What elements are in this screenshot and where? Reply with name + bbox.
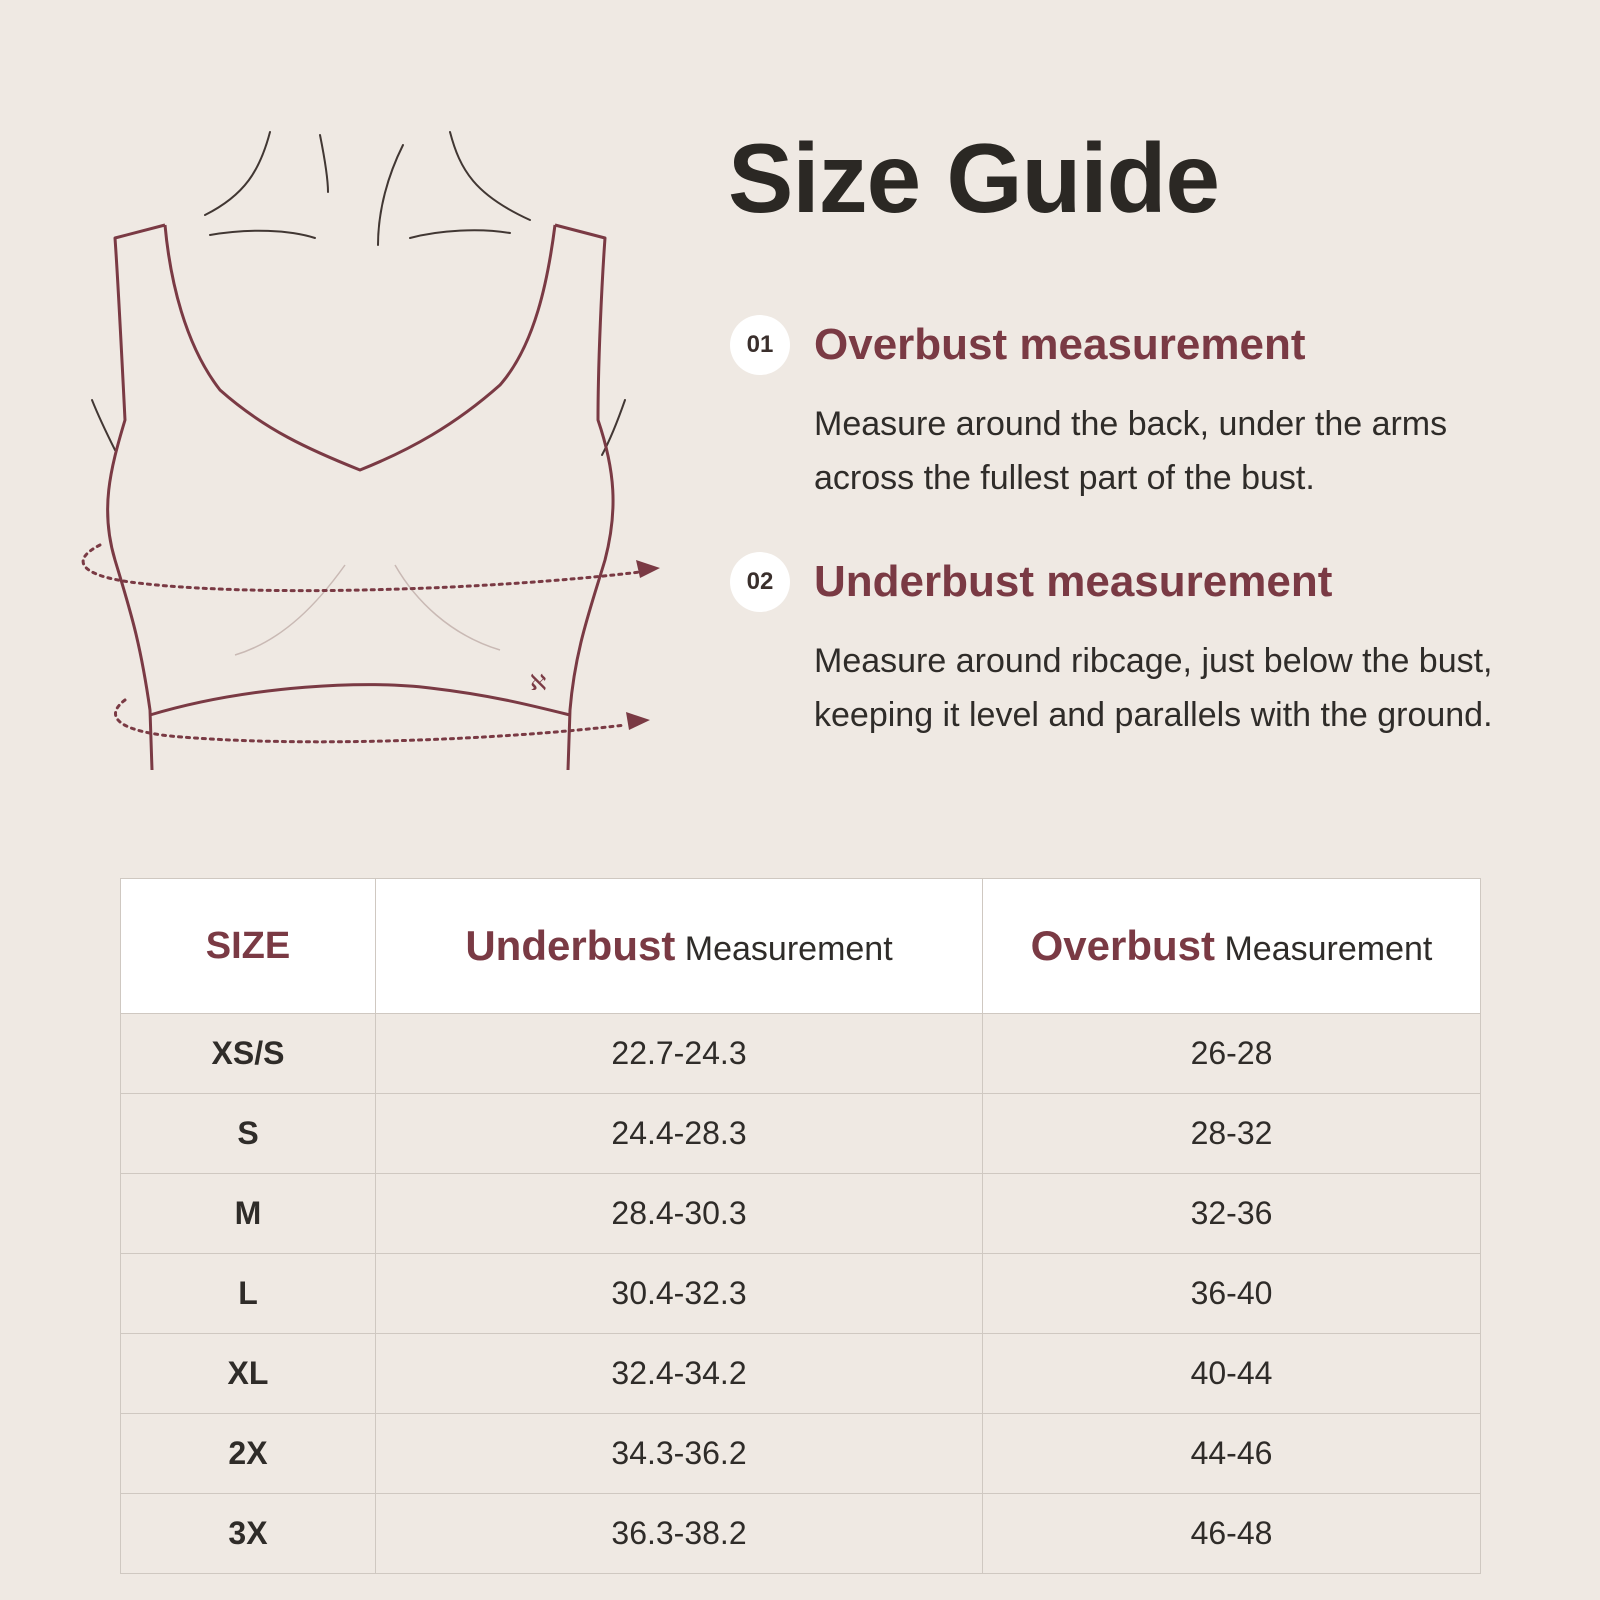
column-header-size: SIZE [121,879,376,1014]
size-cell: S [121,1094,376,1174]
step-number-badge: 02 [730,552,790,612]
step-title: Overbust measurement [814,320,1306,369]
underbust-cell: 30.4-32.3 [376,1254,983,1334]
table-row [121,1334,1481,1414]
arrow-head-icon [636,560,660,578]
overbust-cell: 36-40 [983,1254,1481,1334]
size-cell: XL [121,1334,376,1414]
bra-measurement-illustration [70,120,690,820]
table-header-row [121,879,1481,1014]
table-row [121,1174,1481,1254]
overbust-cell: 40-44 [983,1334,1481,1414]
size-cell: 3X [121,1494,376,1574]
overbust-cell: 28-32 [983,1094,1481,1174]
page-title: Size Guide [728,123,1220,233]
step-number-badge: 01 [730,315,790,375]
logo-mark-icon: ℵ [530,670,547,695]
underbust-cell: 36.3-38.2 [376,1494,983,1574]
column-header-underbust-rest: Measurement [684,930,893,968]
arrow-head-icon [626,712,650,730]
overbust-cell: 44-46 [983,1414,1481,1494]
column-header-overbust-rest: Measurement [1224,930,1433,968]
column-header-underbust [376,879,983,1014]
overbust-cell: 46-48 [983,1494,1481,1574]
table-row [121,1014,1481,1094]
size-cell: L [121,1254,376,1334]
underbust-cell: 24.4-28.3 [376,1094,983,1174]
column-header-underbust-bold: Underbust [465,922,676,969]
underbust-cell: 28.4-30.3 [376,1174,983,1254]
underbust-cell: 34.3-36.2 [376,1414,983,1494]
step-title: Underbust measurement [814,557,1333,606]
step-description: Measure around the back, under the arms across the fullest part of the bust. [814,405,1448,497]
table-row [121,1094,1481,1174]
underbust-cell: 22.7-24.3 [376,1014,983,1094]
table-row [121,1414,1481,1494]
column-header-overbust-bold: Overbust [1030,922,1216,969]
column-header-overbust [983,879,1481,1014]
underbust-cell: 32.4-34.2 [376,1334,983,1414]
step-description: Measure around ribcage, just below the bust, keeping it level and parallels with the ground. [814,642,1493,734]
size-cell: 2X [121,1414,376,1494]
overbust-cell: 26-28 [983,1014,1481,1094]
size-cell: XS/S [121,1014,376,1094]
size-cell: M [121,1174,376,1254]
table-row [121,1254,1481,1334]
size-table [120,878,1481,1574]
overbust-cell: 32-36 [983,1174,1481,1254]
table-row [121,1494,1481,1574]
